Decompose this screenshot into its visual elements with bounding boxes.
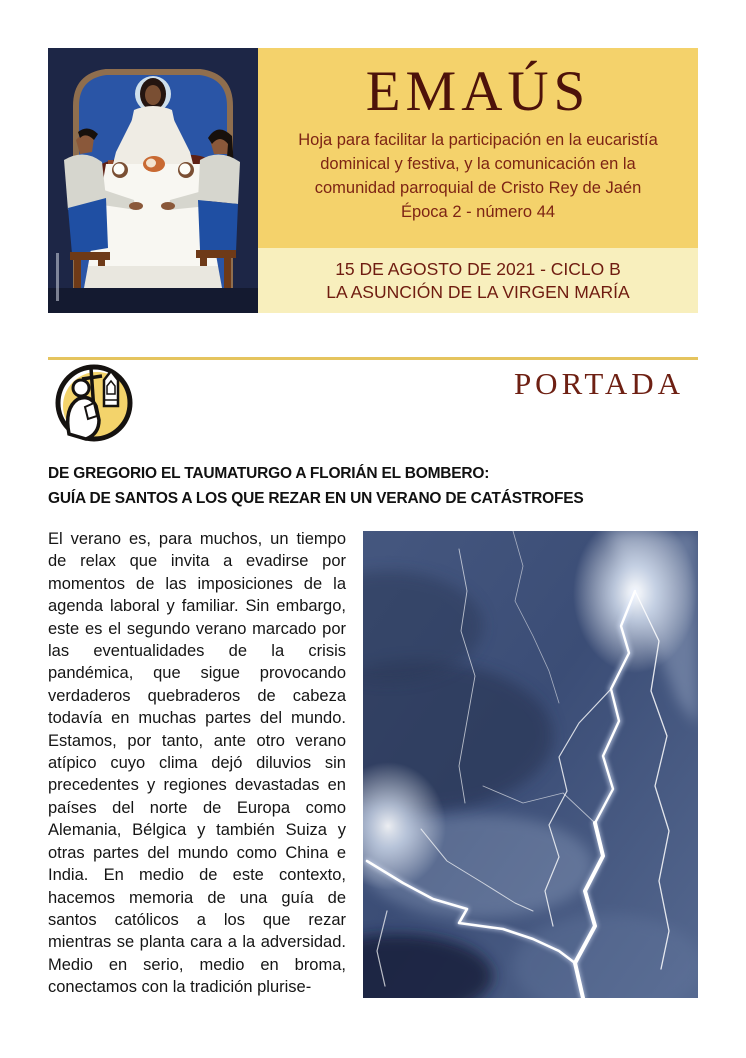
article-headline	[48, 461, 708, 511]
bulletin-title: EMAÚS	[365, 60, 591, 123]
issue-date-line: 15 DE AGOSTO DE 2021 - CICLO B	[335, 259, 621, 279]
masthead-main	[258, 48, 698, 248]
article-body-text: El verano es, para muchos, un tiempo de relax que invita a evadirse por momentos de las imposiciones de la agenda laboral y familiar. Sin embargo, este es el segundo verano marcado por las eventualidades de la crisis pandémica, que sigue provocando verdaderos quebraderos de cabeza todavía en muchas partes del mundo. Estamos, por tanto, ante otro verano atípico cuyo clima dejó diluvios sin precedentes y regiones devastadas en países del norte de Europa como Alemania, Bélgica y también Suiza y otras partes del mundo como China e India. En medio de este contexto, hacemos memoria de una guía de santos católicos a los que rezar mientras se planta cara a la adversidad. Medio en serio, medio en broma, conectamos con la tradición plurise-	[48, 530, 346, 997]
lightning-storm-photo	[363, 531, 698, 998]
emmaus-painting-svg	[48, 48, 258, 313]
issue-feast-line: LA ASUNCIÓN DE LA VIRGEN MARÍA	[326, 282, 630, 302]
subtitle-line: Época 2 - número 44	[400, 203, 556, 221]
masthead-right	[258, 48, 698, 313]
section-title: PORTADA	[513, 366, 684, 401]
subtitle-line: comunidad parroquial de Cristo Rey de Jaén	[314, 179, 642, 197]
headline-line-1: DE GREGORIO EL TAUMATURGO A FLORIÁN EL BOMBERO:	[48, 465, 490, 482]
masthead	[48, 48, 698, 313]
section-band-portada	[48, 357, 698, 417]
subtitle-line: Hoja para facilitar la participación en la eucaristía	[298, 131, 658, 149]
parish-logo-icon	[52, 362, 138, 448]
subtitle-line: dominical y festiva, y la comunicación en la	[320, 155, 636, 173]
emmaus-painting-image	[48, 48, 258, 313]
artist-signature-mark	[56, 253, 59, 301]
headline-line-2: GUÍA DE SANTOS A LOS QUE REZAR EN UN VERANO DE CATÁSTROFES	[48, 490, 584, 507]
bulletin-subtitle	[298, 128, 658, 224]
issue-date-band	[258, 248, 698, 313]
